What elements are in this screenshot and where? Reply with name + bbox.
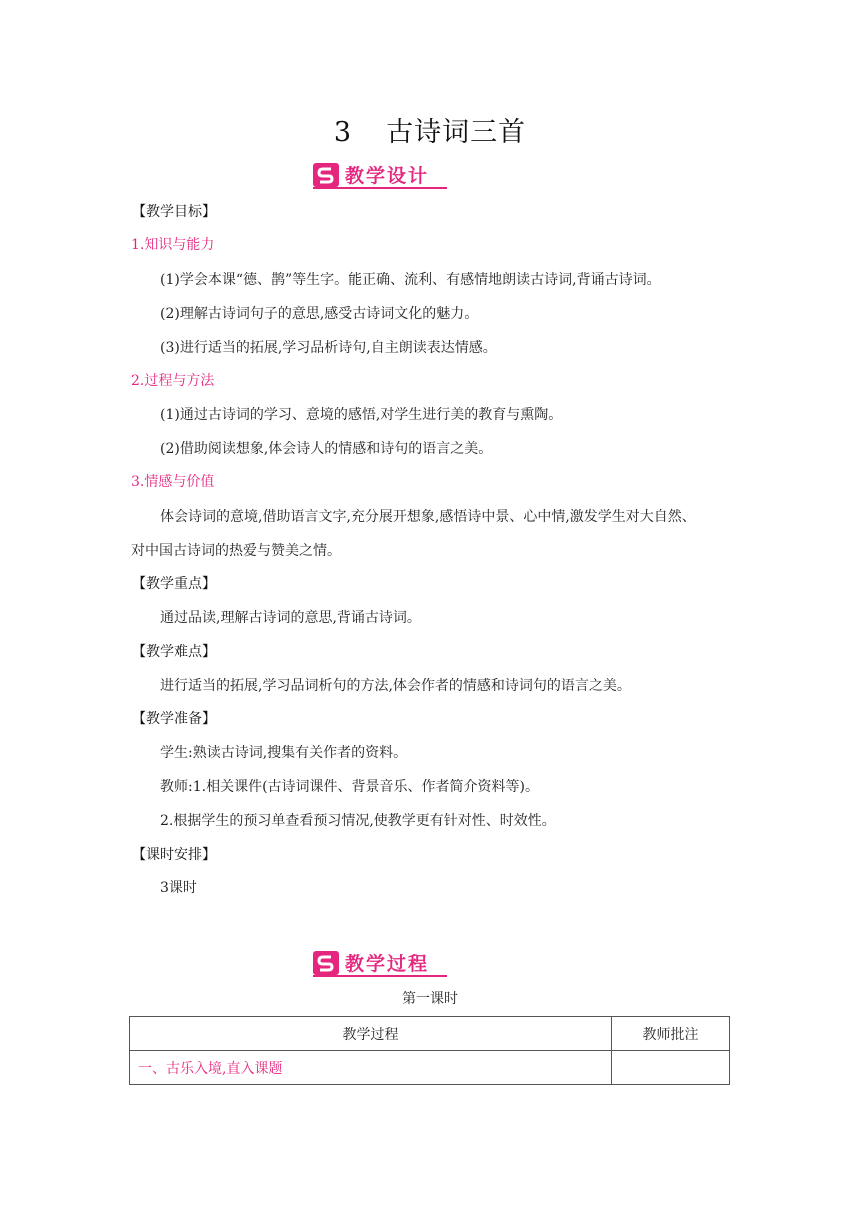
table-header-process: 教学过程 — [130, 1017, 612, 1051]
process-item-2: (2)借助阅读想象,体会诗人的情感和诗句的语言之美。 — [160, 441, 493, 457]
lesson-title: 古诗词三首 — [386, 117, 527, 148]
heading-knowledge: 1.知识与能力 — [131, 237, 215, 253]
heading-key-points: 【教学重点】 — [132, 576, 216, 592]
heading-difficulties: 【教学难点】 — [132, 644, 216, 660]
preparation-teacher-1: 教师:1.相关课件(古诗词课件、背景音乐、作者简介资料等)。 — [160, 779, 539, 795]
section-logo-icon — [313, 951, 339, 975]
banner-underline — [313, 975, 447, 977]
banner-teaching-design — [313, 161, 447, 191]
knowledge-item-3: (3)进行适当的拓展,学习品析诗句,自主朗读表达情感。 — [160, 340, 497, 356]
table-cell-step: 一、古乐入境,直入课题 — [130, 1051, 612, 1085]
table-header-row — [130, 1017, 730, 1051]
preparation-teacher-2: 2.根据学生的预习单查看预习情况,使教学更有针对性、时效性。 — [160, 813, 556, 829]
heading-process: 2.过程与方法 — [131, 373, 215, 389]
table-row — [130, 1051, 730, 1085]
schedule-text: 3课时 — [160, 880, 197, 896]
banner-label: 教学过程 — [345, 953, 430, 975]
lesson-caption: 第一课时 — [402, 991, 458, 1007]
table-cell-note — [612, 1051, 730, 1085]
knowledge-item-2: (2)理解古诗词句子的意思,感受古诗词文化的魅力。 — [160, 306, 479, 322]
key-points-text: 通过品读,理解古诗词的意思,背诵古诗词。 — [160, 610, 421, 626]
emotion-line-1: 体会诗词的意境,借助语言文字,充分展开想象,感悟诗中景、心中情,激发学生对大自然、 — [160, 509, 696, 525]
preparation-student: 学生:熟读古诗词,搜集有关作者的资料。 — [160, 745, 408, 761]
section-logo-icon — [313, 163, 339, 187]
knowledge-item-1: (1)学会本课“德、鹊”等生字。能正确、流利、有感情地朗读古诗词,背诵古诗词。 — [160, 272, 661, 288]
difficulties-text: 进行适当的拓展,学习品词析句的方法,体会作者的情感和诗词句的语言之美。 — [160, 678, 631, 694]
heading-emotion: 3.情感与价值 — [131, 474, 215, 490]
lesson-table — [129, 1016, 730, 1085]
banner-teaching-process — [313, 949, 447, 979]
emotion-line-2: 对中国古诗词的热爱与赞美之情。 — [131, 543, 341, 559]
lesson-number: 3 — [333, 117, 353, 148]
table-header-notes: 教师批注 — [612, 1017, 730, 1051]
banner-label: 教学设计 — [345, 165, 430, 187]
heading-objectives: 【教学目标】 — [132, 204, 216, 220]
heading-schedule: 【课时安排】 — [132, 847, 216, 863]
heading-preparation: 【教学准备】 — [132, 711, 216, 727]
page-title — [0, 110, 860, 149]
process-item-1: (1)通过古诗词的学习、意境的感悟,对学生进行美的教育与熏陶。 — [160, 407, 563, 423]
banner-underline — [313, 187, 447, 189]
